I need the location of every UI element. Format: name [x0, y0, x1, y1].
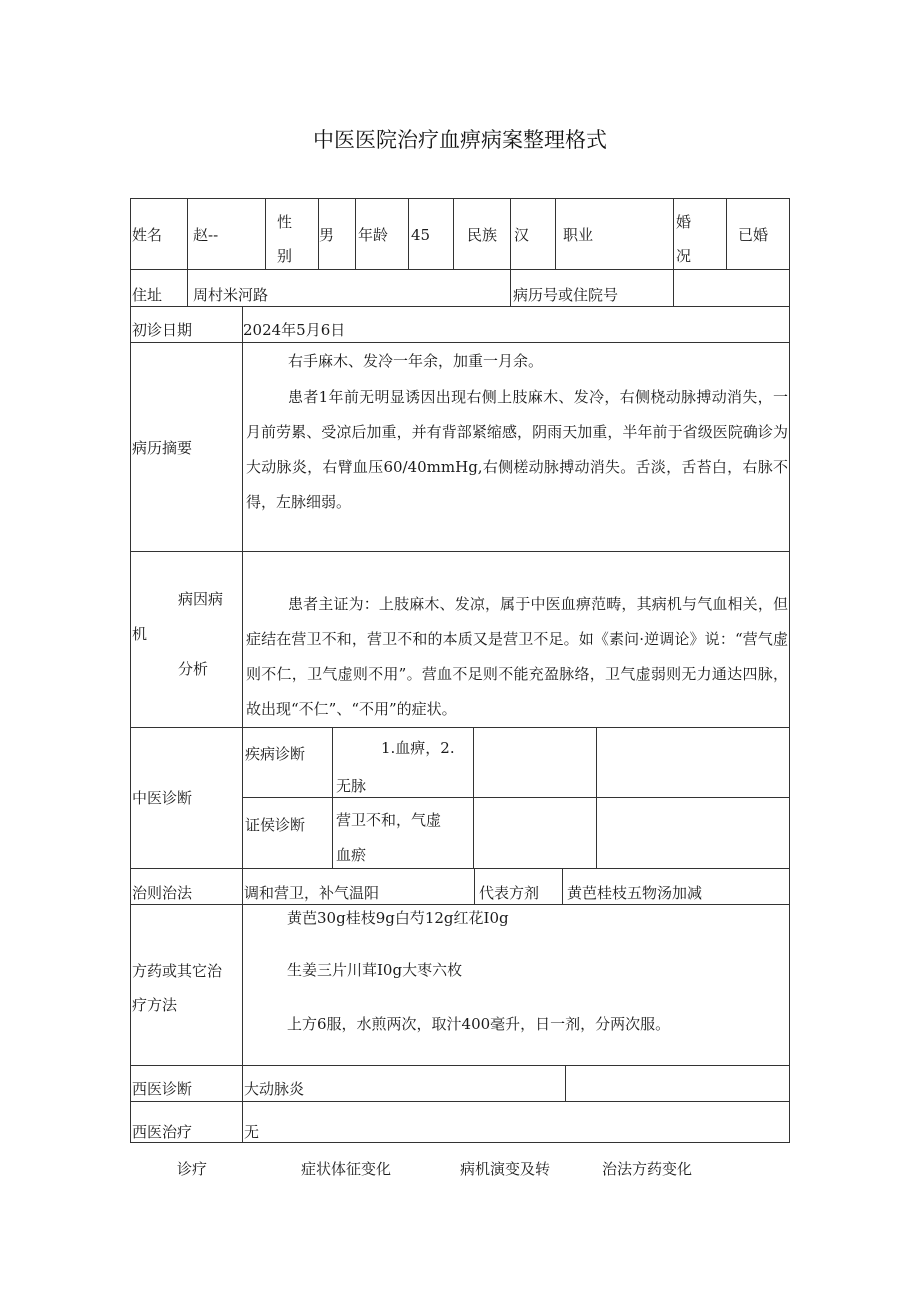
history-chief-complaint: 右手麻木、发冷一年余，加重一月余。	[288, 352, 544, 370]
table-rule	[242, 797, 790, 798]
ethnicity-label: 民族	[467, 226, 498, 244]
syndrome-diagnosis-label: 证侯诊断	[245, 816, 306, 834]
footer-col-symptoms: 症状体征变化	[301, 1160, 392, 1178]
table-rule	[474, 868, 475, 904]
table-rule	[130, 269, 790, 270]
table-rule	[355, 198, 356, 269]
prescription-dosage: 上方6服，水煎两次，取汁400毫升，日一剂，分两次服。	[287, 1015, 671, 1033]
table-rule	[130, 198, 790, 199]
name-label: 姓名	[132, 226, 163, 244]
footer-col-therapy: 治法方药变化	[602, 1160, 693, 1178]
sex-label: 性	[277, 213, 293, 231]
disease-diagnosis-value: 1.血痹，2.	[381, 739, 455, 757]
table-rule	[673, 198, 674, 306]
disease-diagnosis-value: 无脉	[336, 777, 367, 795]
table-rule	[408, 198, 409, 269]
table-rule	[130, 1142, 790, 1143]
treatment-principle-label: 治则治法	[132, 884, 193, 902]
table-rule	[265, 198, 266, 269]
prescription-herbs: 黄芭30g桂枝9g白芍12g红花I0g	[287, 909, 509, 927]
footer-col-pathogenesis: 病机演变及转	[460, 1160, 551, 1178]
etiology-label: 病因病	[178, 590, 224, 608]
prescription-label: 疗方法	[132, 996, 178, 1014]
table-rule	[726, 198, 727, 269]
occupation-label: 职业	[563, 226, 594, 244]
table-rule	[130, 1101, 790, 1102]
tcm-diagnosis-label: 中医诊断	[132, 789, 193, 807]
table-rule	[332, 727, 333, 868]
marital-label: 况	[676, 247, 692, 265]
case-record-table	[130, 198, 790, 1143]
table-rule	[130, 306, 790, 307]
treatment-principle-value: 调和营卫，补气温阳	[244, 884, 380, 902]
age-label: 年龄	[358, 226, 389, 244]
ethnicity-value: 汉	[514, 226, 530, 244]
etiology-label: 机	[132, 625, 148, 643]
table-rule	[562, 868, 563, 904]
address-label: 住址	[132, 286, 163, 304]
table-rule	[130, 1065, 790, 1066]
table-rule	[130, 727, 790, 728]
formula-label: 代表方剂	[479, 884, 540, 902]
table-rule	[453, 198, 454, 269]
western-diagnosis-value: 大动脉炎	[244, 1080, 305, 1098]
etiology-label: 分析	[178, 660, 209, 678]
page-title: 中医医院治疗血痹病案整理格式	[313, 128, 607, 152]
history-details: 患者1年前无明显诱因出现右侧上肢麻木、发冷，右侧桡动脉搏动消失，一月前劳累、受凉后加重，并有背部紧缩感，阴雨天加重，半年前于省级医院确诊为大动脉炎，右臂血压60/40mmHg,右侧槎动脉搏动消失。舌淡，舌苔白，右脉不得，左脉细弱。	[246, 388, 788, 511]
table-rule	[130, 551, 790, 552]
formula-value: 黄芭桂枝五物汤加减	[567, 884, 703, 902]
marital-label: 婚	[676, 213, 692, 231]
table-rule	[510, 198, 511, 306]
etiology-analysis: 患者主证为：上肢麻木、发凉，属于中医血痹范畴，其病机与气血相关，但症结在营卫不和，营卫不和的本质又是营卫不足。如《素问·逆调论》说：“营气虚则不仁，卫气虚则不用”。营血不足则不能充盈脉络，卫气虚弱则无力通达四脉，故出现“不仁”、“不用”的症状。	[246, 595, 788, 718]
age-value: 45	[411, 226, 431, 244]
disease-diagnosis-label: 疾病诊断	[245, 745, 306, 763]
sex-value: 男	[319, 226, 335, 244]
table-rule	[473, 727, 474, 868]
prescription-label: 方药或其它治	[132, 962, 223, 980]
address-value: 周村米河路	[193, 286, 269, 304]
western-diagnosis-label: 西医诊断	[132, 1080, 193, 1098]
name-value: 赵--	[193, 226, 219, 244]
table-rule	[242, 306, 243, 1142]
table-rule	[130, 904, 790, 905]
western-treatment-label: 西医治疗	[132, 1123, 193, 1141]
western-treatment-value: 无	[244, 1123, 260, 1141]
table-rule	[789, 198, 790, 1143]
table-rule	[565, 1065, 566, 1101]
syndrome-diagnosis-value: 营卫不和，气虚	[336, 811, 442, 829]
prescription-herbs: 生姜三片川茸I0g大枣六枚	[287, 961, 463, 979]
table-rule	[596, 727, 597, 868]
table-rule	[555, 198, 556, 269]
syndrome-diagnosis-value: 血瘀	[336, 846, 367, 864]
footer-col-treatment: 诊疗	[177, 1160, 208, 1178]
table-rule	[130, 868, 790, 869]
marital-value: 已婚	[738, 226, 769, 244]
first-visit-value: 2024年5月6日	[243, 321, 346, 339]
table-rule	[187, 198, 188, 306]
history-label: 病历摘要	[132, 439, 193, 457]
table-rule	[130, 342, 790, 343]
sex-label: 别	[277, 247, 293, 265]
table-rule	[130, 198, 131, 1143]
first-visit-label: 初诊日期	[132, 321, 193, 339]
record-no-label: 病历号或住院号	[513, 286, 619, 304]
